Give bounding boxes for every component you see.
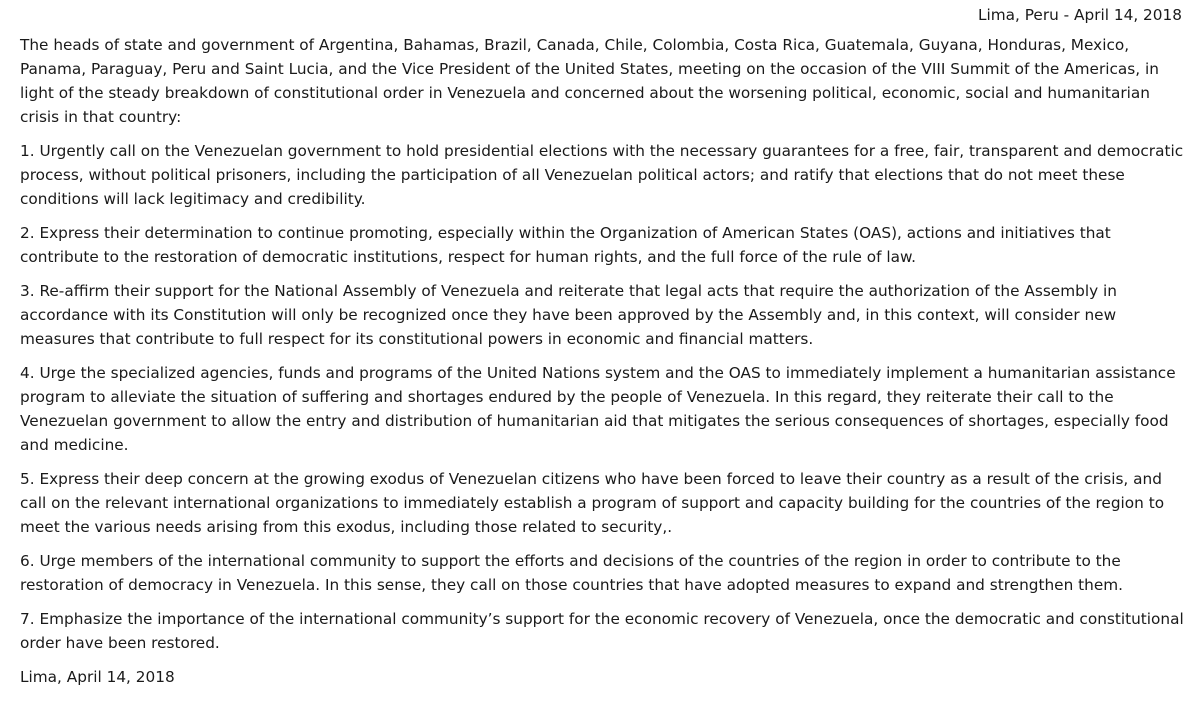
point-7-paragraph: 7. Emphasize the importance of the international community’s support for the economic recovery of Venezuela, once the democratic and constitutional order have been restored. [20,610,1184,652]
point-3-paragraph: 3. Re-affirm their support for the National Assembly of Venezuela and reiterate that legal acts that require the authorization of the Assembly in accordance with its Constitution will only be recognized once they have been approved by the Assembly and, in this context, will consider new measures that contribute to full respect for its constitutional powers in economic and financial matters. [20,282,1117,348]
point-4-paragraph: 4. Urge the specialized agencies, funds and programs of the United Nations system and the OAS to immediately implement a humanitarian assistance program to alleviate the situation of suffering and shortages endured by the people of Venezuela. In this regard, they reiterate their call to the Venezuelan government to allow the entry and distribution of humanitarian aid that mitigates the serious consequences of shortages, especially food and medicine. [20,364,1176,454]
point-2-paragraph: 2. Express their determination to continue promoting, especially within the Organization of American States (OAS), actions and initiatives that contribute to the restoration of democratic institutions, respect for human rights, and the full force of the rule of law. [20,224,1111,266]
intro-paragraph: The heads of state and government of Argentina, Bahamas, Brazil, Canada, Chile, Colombia, Costa Rica, Guatemala, Guyana, Honduras, Mexico, Panama, Paraguay, Peru and Saint Lucia, and the Vice President of the United States, meeting on the occasion of the VIII Summit of the Americas, in light of the steady breakdown of constitutional order in Venezuela and concerned about the worsening political, economic, social and humanitarian crisis in that country: [20,36,1159,126]
point-6-paragraph: 6. Urge members of the international community to support the efforts and decisions of the countries of the region in order to contribute to the restoration of democracy in Venezuela. In this sense, they call on those countries that have adopted measures to expand and strengthen them. [20,552,1124,594]
document-header-date: Lima, Peru - April 14, 2018 [977,6,1182,24]
point-1-paragraph: 1. Urgently call on the Venezuelan government to hold presidential elections with the necessary guarantees for a free, fair, transparent and democratic process, without political prisoners, including the participation of all Venezuelan political actors; and ratify that elections that do not meet these conditions will lack legitimacy and credibility. [20,142,1184,208]
point-5-paragraph: 5. Express their deep concern at the growing exodus of Venezuelan citizens who have been forced to leave their country as a result of the crisis, and call on the relevant international organizations to immediately establish a program of support and capacity building for the countries of the region to meet the various needs arising from this exodus, including those related to security,. [20,470,1165,536]
closing-date: Lima, April 14, 2018 [20,668,175,686]
